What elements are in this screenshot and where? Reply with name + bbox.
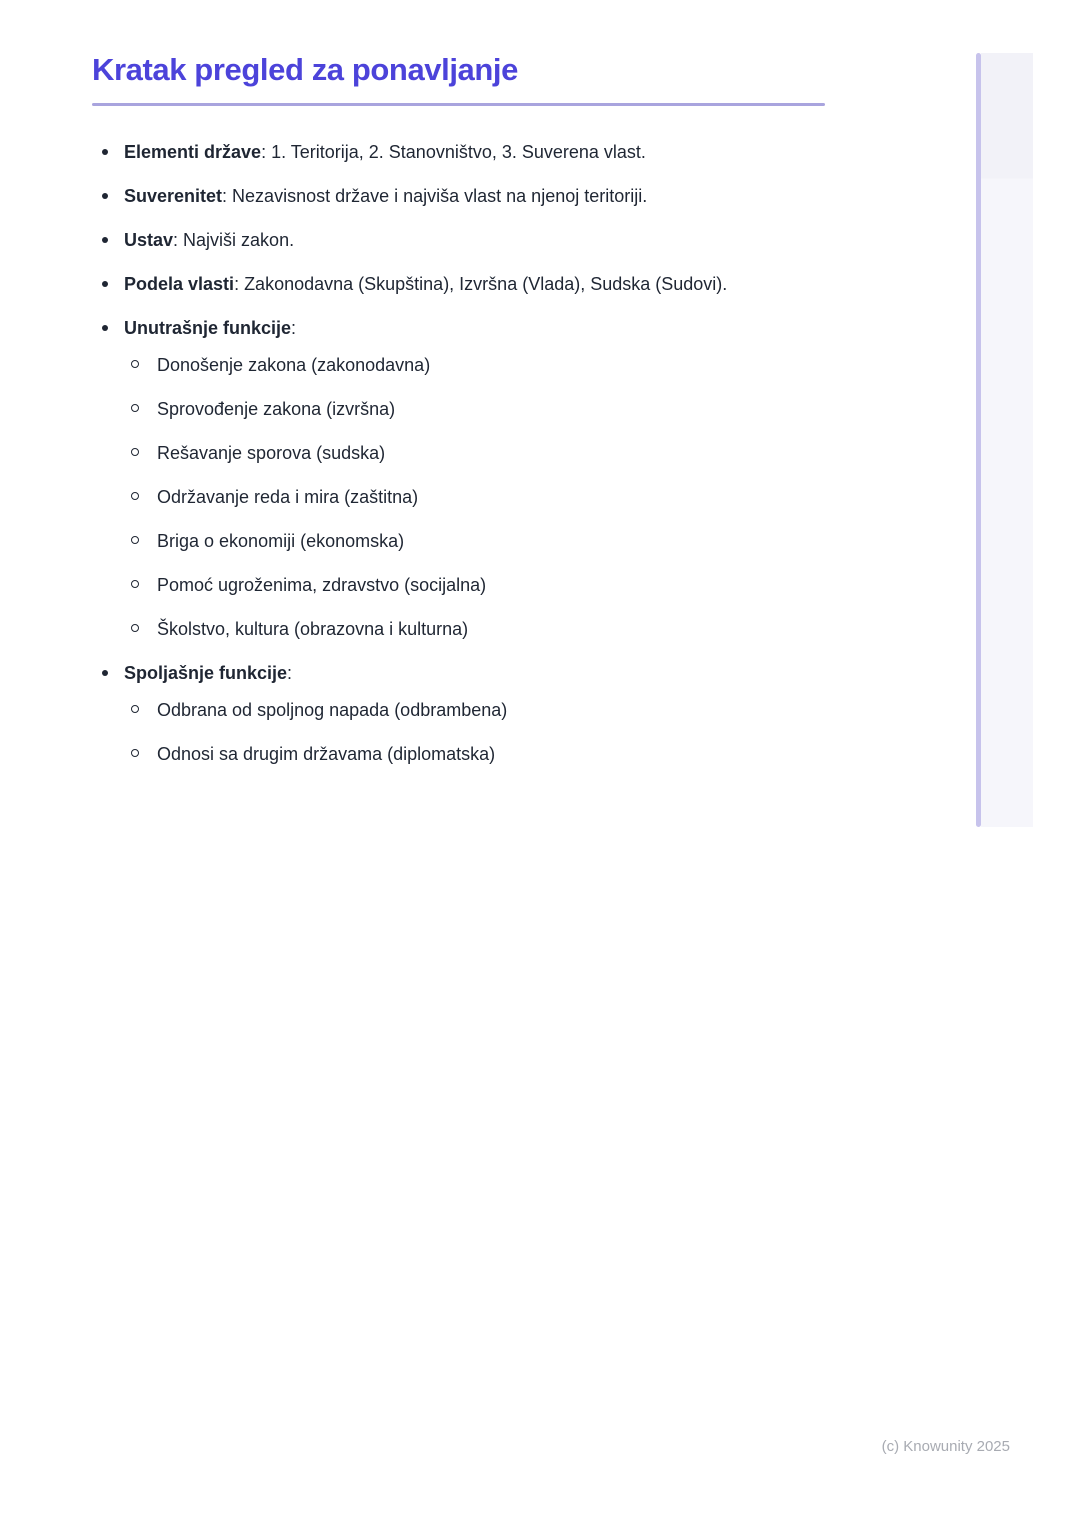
item-text: : <box>291 318 297 338</box>
sub-list-item: Održavanje reda i mira (zaštitna) <box>124 485 832 509</box>
sub-list <box>124 353 832 641</box>
sub-list-item: Rešavanje sporova (sudska) <box>124 441 832 465</box>
item-text: : Nezavisnost države i najviša vlast na njenoj teritoriji. <box>222 186 648 206</box>
item-label: Elementi države <box>124 142 262 162</box>
bullet-list <box>92 140 832 766</box>
footer-copyright: (c) Knowunity 2025 <box>881 1438 1010 1455</box>
item-label: Suverenitet <box>124 186 223 206</box>
list-item <box>92 661 832 766</box>
sub-list-item: Pomoć ugroženima, zdravstvo (socijalna) <box>124 573 832 597</box>
list-item <box>92 184 832 208</box>
item-text: : <box>287 663 293 683</box>
item-text: : Zakonodavna (Skupština), Izvršna (Vlada), Sudska (Sudovi). <box>234 274 728 294</box>
title-divider <box>92 103 825 106</box>
sub-list-item: Briga o ekonomiji (ekonomska) <box>124 529 832 553</box>
item-label: Unutrašnje funkcije <box>124 318 292 338</box>
page-title: Kratak pregled za ponavljanje <box>92 52 518 87</box>
list-item <box>92 140 832 164</box>
side-panel <box>981 53 1033 827</box>
item-text: : Najviši zakon. <box>173 230 295 250</box>
list-item <box>92 316 832 641</box>
list-item <box>92 272 832 296</box>
item-label: Ustav <box>124 230 174 250</box>
sub-list-item: Odnosi sa drugim državama (diplomatska) <box>124 742 832 766</box>
sub-list <box>124 698 832 766</box>
item-label: Spoljašnje funkcije <box>124 663 288 683</box>
document-content <box>92 50 832 786</box>
list-item <box>92 228 832 252</box>
sub-list-item: Sprovođenje zakona (izvršna) <box>124 397 832 421</box>
sub-list-item: Donošenje zakona (zakonodavna) <box>124 353 832 377</box>
item-text: : 1. Teritorija, 2. Stanovništvo, 3. Suverena vlast. <box>261 142 646 162</box>
sub-list-item: Školstvo, kultura (obrazovna i kulturna) <box>124 617 832 641</box>
sub-list-item: Odbrana od spoljnog napada (odbrambena) <box>124 698 832 722</box>
item-label: Podela vlasti <box>124 274 235 294</box>
